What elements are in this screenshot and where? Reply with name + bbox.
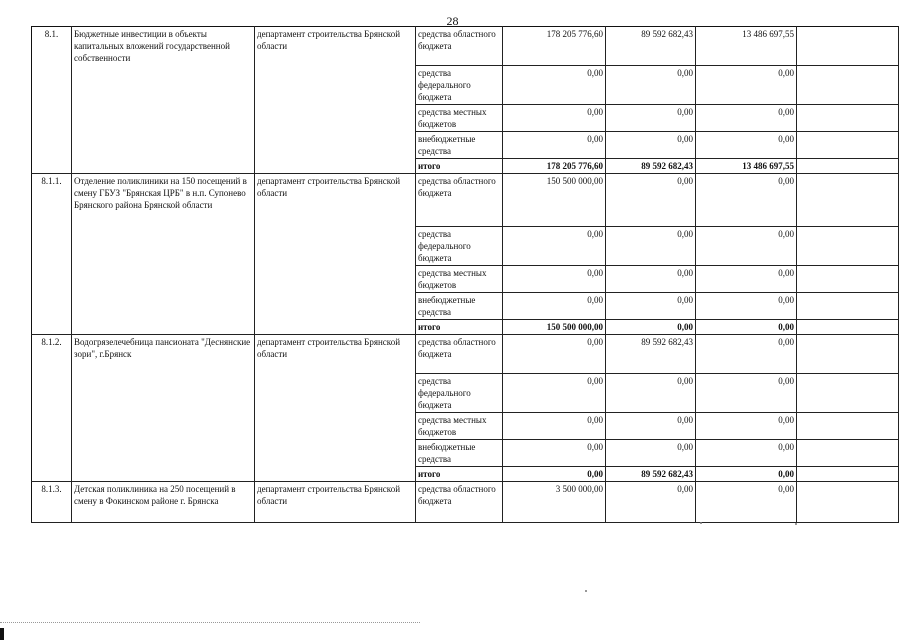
empty-cell	[797, 482, 899, 523]
amount-cell: 0,00	[696, 374, 797, 413]
amount-cell: 0,00	[696, 266, 797, 293]
empty-cell	[797, 266, 899, 293]
amount-cell: 0,00	[696, 320, 797, 335]
source-extrabudget: внебюджетные средства	[416, 293, 503, 320]
scan-artifact-line	[0, 622, 420, 624]
amount-cell: 0,00	[503, 374, 606, 413]
empty-cell	[797, 467, 899, 482]
item-responsible: департамент строительства Брянской области	[255, 27, 416, 174]
amount-cell: 0,00	[606, 482, 696, 523]
empty-cell	[797, 413, 899, 440]
amount-cell: 0,00	[696, 227, 797, 266]
budget-table	[31, 26, 899, 523]
source-total: итого	[416, 320, 503, 335]
empty-cell	[797, 374, 899, 413]
table-row	[32, 482, 899, 523]
item-code: 8.1.	[32, 27, 72, 174]
source-local: средства местных бюджетов	[416, 413, 503, 440]
source-local: средства местных бюджетов	[416, 105, 503, 132]
amount-cell: 0,00	[503, 335, 606, 374]
amount-cell: 0,00	[503, 132, 606, 159]
item-name: Отделение поликлиники на 150 посещений в смену ГБУЗ "Брянская ЦРБ" в н.п. Супонево Брянского района Брянской области	[72, 174, 255, 335]
item-responsible: департамент строительства Брянской области	[255, 174, 416, 335]
empty-cell	[797, 335, 899, 374]
scan-speck	[585, 590, 587, 592]
amount-cell: 3 500 000,00	[503, 482, 606, 523]
source-regional: средства областного бюджета	[416, 27, 503, 66]
source-extrabudget: внебюджетные средства	[416, 132, 503, 159]
empty-cell	[797, 320, 899, 335]
empty-cell	[797, 440, 899, 467]
amount-cell: 150 500 000,00	[503, 174, 606, 227]
amount-cell: 13 486 697,55	[696, 27, 797, 66]
amount-cell: 0,00	[606, 105, 696, 132]
page-number: 28	[446, 14, 459, 28]
amount-cell: 0,00	[606, 320, 696, 335]
item-name: Детская поликлиника на 250 посещений в смену в Фокинском районе г. Брянска	[72, 482, 255, 523]
amount-cell: 0,00	[606, 132, 696, 159]
scan-artifact-mark	[0, 628, 4, 640]
empty-cell	[797, 227, 899, 266]
empty-cell	[797, 105, 899, 132]
scan-speck	[700, 522, 702, 524]
item-name: Водогрязелечебница пансионата "Деснянские зори", г.Брянск	[72, 335, 255, 482]
table-row	[32, 174, 899, 227]
amount-cell: 0,00	[606, 374, 696, 413]
source-federal: средства федерального бюджета	[416, 374, 503, 413]
amount-cell: 0,00	[503, 266, 606, 293]
source-federal: средства федерального бюджета	[416, 66, 503, 105]
amount-cell: 0,00	[696, 105, 797, 132]
amount-cell: 89 592 682,43	[606, 335, 696, 374]
item-name: Бюджетные инвестиции в объекты капитальных вложений государственной собственности	[72, 27, 255, 174]
amount-cell: 0,00	[696, 132, 797, 159]
amount-cell: 0,00	[696, 413, 797, 440]
amount-cell: 13 486 697,55	[696, 159, 797, 174]
empty-cell	[797, 293, 899, 320]
empty-cell	[797, 66, 899, 105]
item-code: 8.1.3.	[32, 482, 72, 523]
source-extrabudget: внебюджетные средства	[416, 440, 503, 467]
item-responsible: департамент строительства Брянской области	[255, 482, 416, 523]
scan-speck	[795, 523, 797, 525]
empty-cell	[797, 159, 899, 174]
amount-cell: 89 592 682,43	[606, 27, 696, 66]
amount-cell: 150 500 000,00	[503, 320, 606, 335]
item-code: 8.1.1.	[32, 174, 72, 335]
source-regional: средства областного бюджета	[416, 482, 503, 523]
amount-cell: 0,00	[696, 467, 797, 482]
source-total: итого	[416, 159, 503, 174]
amount-cell: 0,00	[696, 482, 797, 523]
empty-cell	[797, 174, 899, 227]
empty-cell	[797, 27, 899, 66]
amount-cell: 0,00	[606, 293, 696, 320]
amount-cell: 0,00	[503, 105, 606, 132]
amount-cell: 0,00	[503, 227, 606, 266]
source-total: итого	[416, 467, 503, 482]
amount-cell: 0,00	[696, 293, 797, 320]
amount-cell: 0,00	[503, 413, 606, 440]
amount-cell: 0,00	[503, 467, 606, 482]
amount-cell: 178 205 776,60	[503, 27, 606, 66]
amount-cell: 0,00	[606, 227, 696, 266]
source-federal: средства федерального бюджета	[416, 227, 503, 266]
table-row	[32, 27, 899, 66]
amount-cell: 178 205 776,60	[503, 159, 606, 174]
item-code: 8.1.2.	[32, 335, 72, 482]
table-row	[32, 335, 899, 374]
amount-cell: 0,00	[503, 293, 606, 320]
amount-cell: 0,00	[606, 440, 696, 467]
source-regional: средства областного бюджета	[416, 174, 503, 227]
amount-cell: 0,00	[696, 335, 797, 374]
amount-cell: 0,00	[503, 440, 606, 467]
amount-cell: 0,00	[606, 66, 696, 105]
amount-cell: 89 592 682,43	[606, 159, 696, 174]
item-responsible: департамент строительства Брянской области	[255, 335, 416, 482]
amount-cell: 0,00	[696, 174, 797, 227]
source-regional: средства областного бюджета	[416, 335, 503, 374]
amount-cell: 0,00	[503, 66, 606, 105]
amount-cell: 0,00	[696, 66, 797, 105]
amount-cell: 0,00	[606, 174, 696, 227]
empty-cell	[797, 132, 899, 159]
amount-cell: 89 592 682,43	[606, 467, 696, 482]
amount-cell: 0,00	[696, 440, 797, 467]
amount-cell: 0,00	[606, 413, 696, 440]
amount-cell: 0,00	[606, 266, 696, 293]
source-local: средства местных бюджетов	[416, 266, 503, 293]
